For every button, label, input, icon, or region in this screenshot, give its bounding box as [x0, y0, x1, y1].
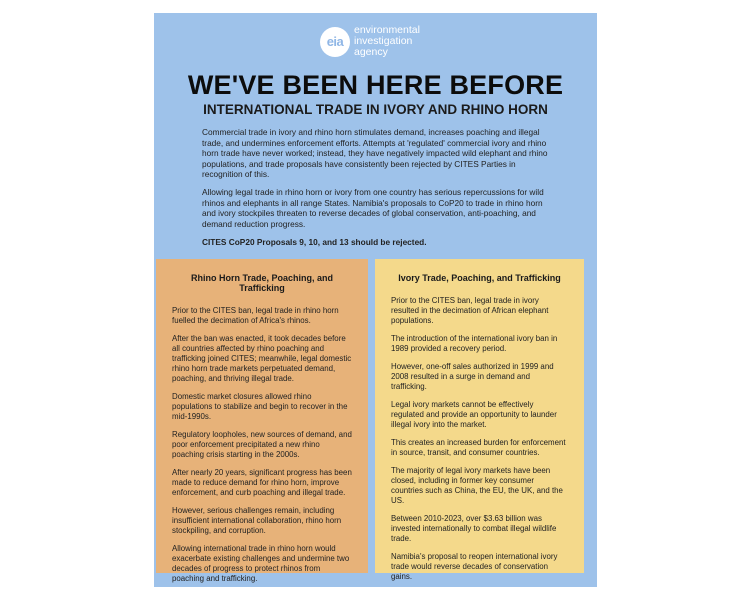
page-title: WE'VE BEEN HERE BEFORE [187, 70, 564, 100]
logo-line: investigation [354, 35, 413, 47]
intro-callout: CITES CoP20 Proposals 9, 10, and 13 should be rejected. [202, 237, 427, 248]
ivory-paragraph: Prior to the CITES ban, legal trade in ivory resulted in the decimation of African elephant populations. [391, 296, 549, 325]
logo-wordmark [354, 25, 420, 58]
ivory-paragraph: However, one-off sales authorized in 1999 and 2008 resulted in a surge in demand and trafficking. [391, 362, 554, 391]
fact-sheet [154, 13, 597, 587]
rhino-paragraph: Prior to the CITES ban, legal trade in rhino horn fuelled the decimation of Africa's rhinos. [172, 306, 339, 325]
ivory-paragraph: This creates an increased burden for enforcement in source, transit, and consumer countries. [391, 438, 566, 457]
logo-mark: eia [320, 27, 350, 57]
logo-line: agency [354, 46, 388, 58]
rhino-column-title: Rhino Horn Trade, Poaching, and Trafficking [190, 273, 333, 293]
intro-section [202, 127, 552, 255]
rhino-paragraph: After nearly 20 years, significant progress has been made to reduce demand for rhino horn, improve enforcement, and curb poaching and illegal trade. [172, 468, 352, 497]
ivory-column-title: Ivory Trade, Poaching, and Trafficking [398, 273, 561, 283]
ivory-paragraph: The introduction of the international ivory ban in 1989 provided a recovery period. [391, 334, 558, 353]
page-subtitle: INTERNATIONAL TRADE IN IVORY AND RHINO HORN [203, 102, 548, 117]
ivory-paragraph: Namibia's proposal to reopen international ivory trade would reverse decades of conservation gains. [391, 552, 558, 581]
rhino-paragraph: Domestic market closures allowed rhino populations to stabilize and begin to recover in the mid-1990s. [172, 392, 348, 421]
intro-paragraph: Allowing legal trade in rhino horn or ivory from one country has serious repercussions for wild rhinos and elephants in all range States. Namibia's proposals to CoP20 to trade in rhino horn and ivory stockpiles threaten to reverse decades of global conservation, anti-poaching, and demand reduction progress. [202, 186, 544, 229]
rhino-column [156, 259, 368, 583]
eia-logo [320, 25, 420, 58]
ivory-paragraph: Between 2010-2023, over $3.63 billion was invested internationally to combat illegal wildlife trade. [391, 514, 557, 543]
rhino-paragraph: Regulatory loopholes, new sources of demand, and poor enforcement precipitated a new rhino poaching crisis starting in the 2000s. [172, 430, 352, 459]
ivory-paragraph: Legal ivory markets cannot be effectively regulated and provide an opportunity to launder illegal ivory into the market. [391, 400, 557, 429]
rhino-paragraph: After the ban was enacted, it took decades before all countries affected by rhino poaching and trafficking joined CITES; meanwhile, legal domestic rhino horn trade markets perpetuated demand, poaching, and thriving illegal trade. [172, 334, 352, 383]
ivory-paragraph: The majority of legal ivory markets have been closed, including in former key consumer countries such as China, the EU, the UK, and the US. [391, 466, 563, 505]
rhino-paragraph: Allowing international trade in rhino horn would exacerbate existing challenges and undermine two decades of progress to protect rhinos from poaching and trafficking. [172, 544, 350, 583]
intro-paragraph: Commercial trade in ivory and rhino horn stimulates demand, increases poaching and illegal trade, and undermines enforcement efforts. Attempts at 'regulated' commercial ivory and rhino horn trade have never worked; instead, they have negatively impacted wild elephant and rhino populations, and trade proposals have consistently been rejected by CITES Parties in recognition of this. [202, 127, 548, 180]
logo-line: environmental [354, 24, 420, 36]
ivory-column [375, 259, 584, 581]
rhino-paragraph: However, serious challenges remain, including insufficient international collaboration, rhino horn stockpiling, and corruption. [172, 506, 342, 535]
